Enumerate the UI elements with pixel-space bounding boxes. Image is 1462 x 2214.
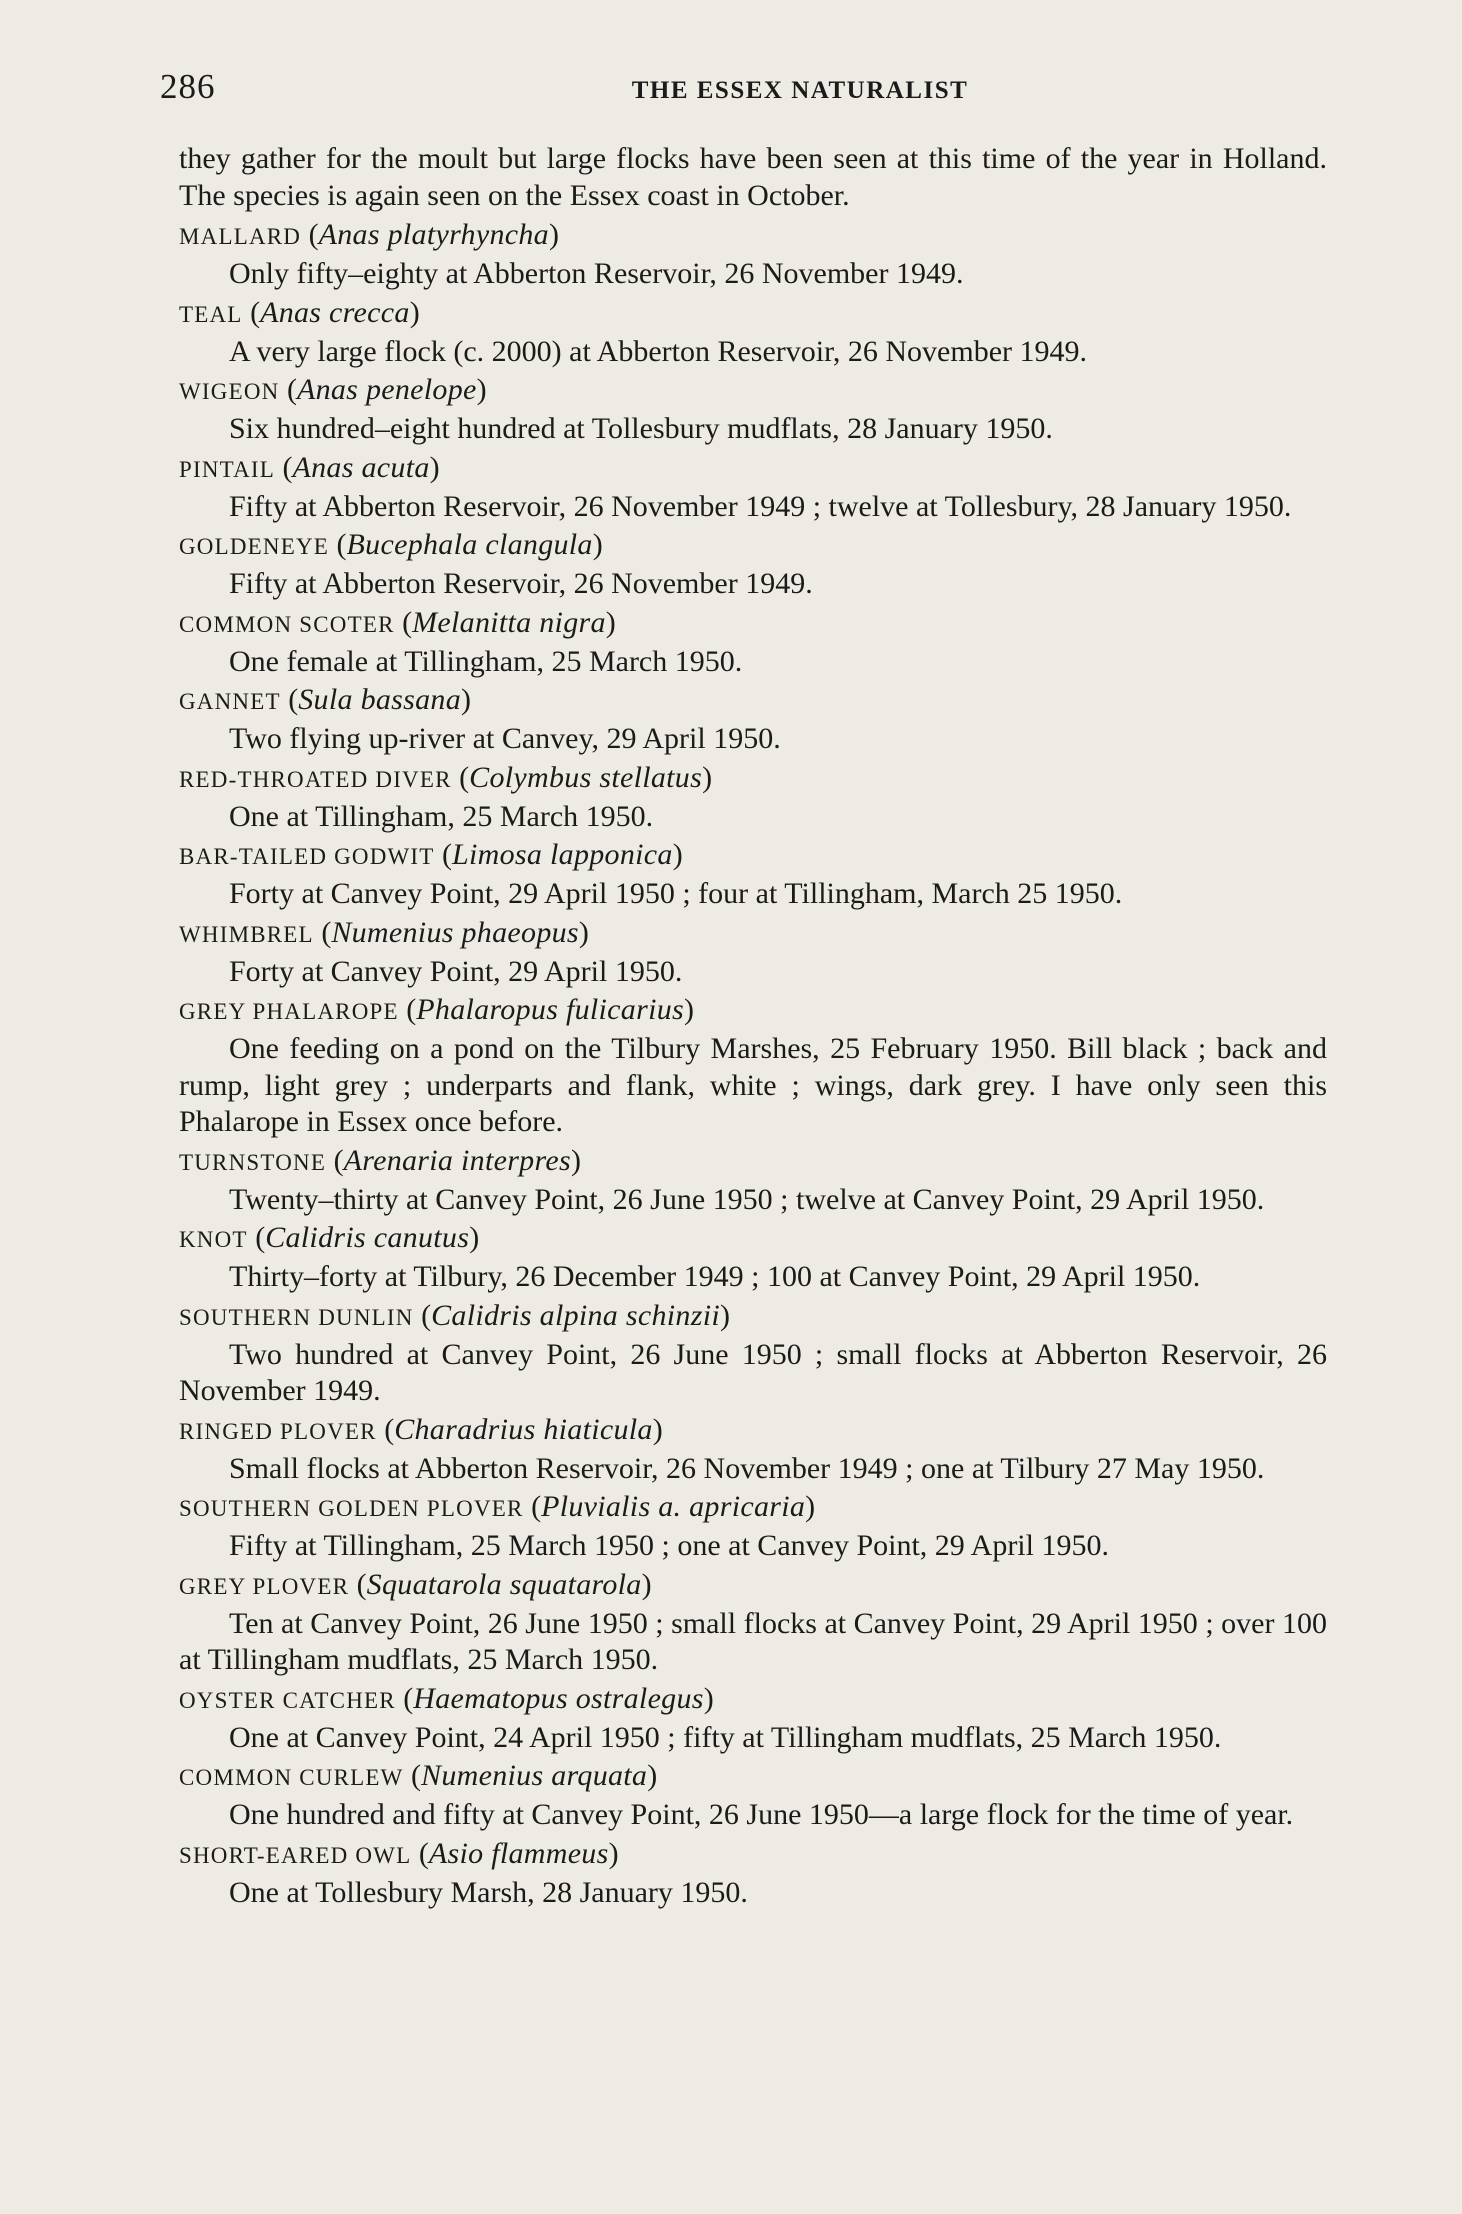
latin-name: Limosa lapponica: [452, 838, 673, 871]
species-heading: GANNET (Sula bassana): [179, 683, 472, 716]
latin-name: Numenius phaeopus: [331, 915, 579, 949]
common-name: GANNET: [179, 689, 281, 714]
species-heading: COMMON SCOTER (Melanitta nigra): [179, 605, 616, 639]
species-heading: GREY PLOVER (Squatarola squatarola): [179, 1567, 652, 1601]
latin-name: Asio flammeus: [428, 1836, 609, 1870]
common-name: GREY PHALAROPE: [179, 999, 399, 1024]
species-heading: OYSTER CATCHER (Haematopus ostralegus): [179, 1681, 714, 1715]
observation-record: Small flocks at Abberton Reservoir, 26 November 1949 ; one at Tilbury 27 May 1950.: [229, 1451, 1265, 1485]
species-entry: [179, 294, 1327, 371]
common-name: GREY PLOVER: [179, 1573, 350, 1599]
observation-record: One at Canvey Point, 24 April 1950 ; fifty at Tillingham mudflats, 25 March 1950.: [229, 1720, 1222, 1754]
species-entry: [179, 1297, 1327, 1410]
observation-record: One at Tillingham, 25 March 1950.: [229, 799, 654, 833]
observation-record: One at Tollesbury Marsh, 28 January 1950.: [229, 1875, 748, 1909]
species-entry: [179, 1411, 1327, 1488]
latin-name: Sula bassana: [298, 683, 462, 716]
species-entry: [179, 604, 1327, 681]
species-entry: [179, 1488, 1327, 1565]
common-name: MALLARD: [179, 224, 302, 249]
observation-record: Ten at Canvey Point, 26 June 1950 ; small flocks at Canvey Point, 29 April 1950 ; over 100 at Tillingham mudflats, 25 March 1950.: [179, 1606, 1327, 1676]
species-entry: [179, 1680, 1327, 1757]
common-name: SOUTHERN GOLDEN PLOVER: [179, 1496, 524, 1521]
observation-record: One hundred and fifty at Canvey Point, 26 June 1950—a large flock for the time of year.: [229, 1798, 1294, 1831]
common-name: SHORT-EARED OWL: [179, 1842, 412, 1868]
species-heading: RINGED PLOVER (Charadrius hiaticula): [179, 1412, 663, 1446]
running-head: THE ESSEX NATURALIST: [631, 77, 969, 104]
observation-record: Forty at Canvey Point, 29 April 1950.: [229, 954, 683, 988]
latin-name: Calidris alpina schinzii: [431, 1298, 720, 1332]
common-name: GOLDENEYE: [179, 534, 330, 559]
common-name: TEAL: [179, 301, 243, 327]
species-heading: TURNSTONE (Arenaria interpres): [179, 1143, 581, 1177]
species-heading: WHIMBREL (Numenius phaeopus): [179, 915, 589, 949]
species-entry: [179, 759, 1327, 836]
observation-record: Two flying up-river at Canvey, 29 April 1950.: [229, 722, 781, 755]
common-name: SOUTHERN DUNLIN: [179, 1304, 414, 1330]
latin-name: Bucephala clangula: [346, 528, 593, 561]
latin-name: Colymbus stellatus: [469, 760, 703, 794]
latin-name: Anas platyrhyncha: [318, 218, 549, 251]
common-name: WHIMBREL: [179, 921, 314, 947]
latin-name: Anas crecca: [260, 295, 410, 329]
species-entry: [179, 1757, 1327, 1834]
species-heading: GOLDENEYE (Bucephala clangula): [179, 528, 603, 561]
latin-name: Calidris canutus: [265, 1221, 470, 1254]
observation-record: Forty at Canvey Point, 29 April 1950 ; four at Tillingham, March 25 1950.: [229, 877, 1123, 910]
latin-name: Anas penelope: [296, 373, 477, 406]
observation-record: One female at Tillingham, 25 March 1950.: [229, 644, 743, 678]
species-list: [179, 216, 1327, 1911]
latin-name: Arenaria interpres: [343, 1143, 571, 1177]
common-name: TURNSTONE: [179, 1149, 327, 1175]
species-heading: BAR-TAILED GODWIT (Limosa lapponica): [179, 838, 683, 871]
species-heading: GREY PHALAROPE (Phalaropus fulicarius): [179, 993, 694, 1026]
species-heading: SOUTHERN GOLDEN PLOVER (Pluvialis a. apricaria): [179, 1490, 816, 1523]
observation-record: Fifty at Abberton Reservoir, 26 November 1949 ; twelve at Tollesbury, 28 January 1950.: [229, 489, 1292, 523]
observation-record: Six hundred–eight hundred at Tollesbury mudflats, 28 January 1950.: [229, 412, 1053, 445]
common-name: WIGEON: [179, 379, 280, 404]
species-entry: [179, 1835, 1327, 1912]
species-heading: MALLARD (Anas platyrhyncha): [179, 218, 559, 251]
species-entry: [179, 449, 1327, 526]
common-name: PINTAIL: [179, 456, 275, 482]
common-name: RED-THROATED DIVER: [179, 766, 452, 792]
common-name: RINGED PLOVER: [179, 1418, 377, 1444]
species-heading: PINTAIL (Anas acuta): [179, 450, 440, 484]
species-entry: [179, 526, 1327, 603]
species-heading: KNOT (Calidris canutus): [179, 1221, 480, 1254]
page-number: 286: [160, 67, 216, 106]
latin-name: Haematopus ostralegus: [413, 1681, 704, 1715]
species-heading: SHORT-EARED OWL (Asio flammeus): [179, 1836, 619, 1870]
page-header: [160, 62, 1330, 112]
species-heading: RED-THROATED DIVER (Colymbus stellatus): [179, 760, 713, 794]
latin-name: Phalaropus fulicarius: [416, 993, 684, 1026]
observation-record: Two hundred at Canvey Point, 26 June 1950 ; small flocks at Abberton Reservoir, 26 November 1949.: [179, 1337, 1327, 1407]
species-entry: [179, 914, 1327, 991]
observation-record: Thirty–forty at Tilbury, 26 December 1949 ; 100 at Canvey Point, 29 April 1950.: [229, 1260, 1201, 1293]
species-heading: TEAL (Anas crecca): [179, 295, 420, 329]
intro-paragraph: they gather for the moult but large flocks have been seen at this time of the year in Holland. The species is again seen on the Essex coast in October.: [179, 142, 1327, 212]
observation-record: Only fifty–eighty at Abberton Reservoir, 26 November 1949.: [229, 257, 964, 290]
common-name: KNOT: [179, 1227, 248, 1252]
species-entry: [179, 371, 1327, 448]
common-name: COMMON CURLEW: [179, 1765, 404, 1790]
species-entry: [179, 836, 1327, 913]
observation-record: One feeding on a pond on the Tilbury Marshes, 25 February 1950. Bill black ; back and rump, light grey ; underparts and flank, white ; wings, dark grey. I have only seen this Phalarope in Essex once before.: [179, 1032, 1327, 1138]
species-heading: COMMON CURLEW (Numenius arquata): [179, 1759, 658, 1792]
common-name: COMMON SCOTER: [179, 611, 395, 637]
latin-name: Squatarola squatarola: [366, 1567, 642, 1601]
observation-record: Fifty at Abberton Reservoir, 26 November 1949.: [229, 567, 813, 600]
latin-name: Pluvialis a. apricaria: [541, 1490, 806, 1523]
common-name: BAR-TAILED GODWIT: [179, 844, 435, 869]
latin-name: Charadrius hiaticula: [394, 1412, 653, 1446]
document-body: [179, 141, 1327, 1912]
observation-record: A very large flock (c. 2000) at Abberton Reservoir, 26 November 1949.: [229, 334, 1088, 368]
species-entry: [179, 1219, 1327, 1296]
latin-name: Anas acuta: [292, 450, 430, 484]
species-heading: WIGEON (Anas penelope): [179, 373, 487, 406]
species-entry: [179, 216, 1327, 293]
observation-record: Fifty at Tillingham, 25 March 1950 ; one at Canvey Point, 29 April 1950.: [229, 1529, 1109, 1562]
latin-name: Melanitta nigra: [412, 605, 606, 639]
observation-record: Twenty–thirty at Canvey Point, 26 June 1950 ; twelve at Canvey Point, 29 April 1950.: [229, 1182, 1265, 1216]
common-name: OYSTER CATCHER: [179, 1687, 396, 1713]
species-entry: [179, 1566, 1327, 1679]
species-entry: [179, 1142, 1327, 1219]
species-entry: [179, 681, 1327, 758]
species-heading: SOUTHERN DUNLIN (Calidris alpina schinzii): [179, 1298, 730, 1332]
species-entry: [179, 991, 1327, 1141]
latin-name: Numenius arquata: [421, 1759, 648, 1792]
